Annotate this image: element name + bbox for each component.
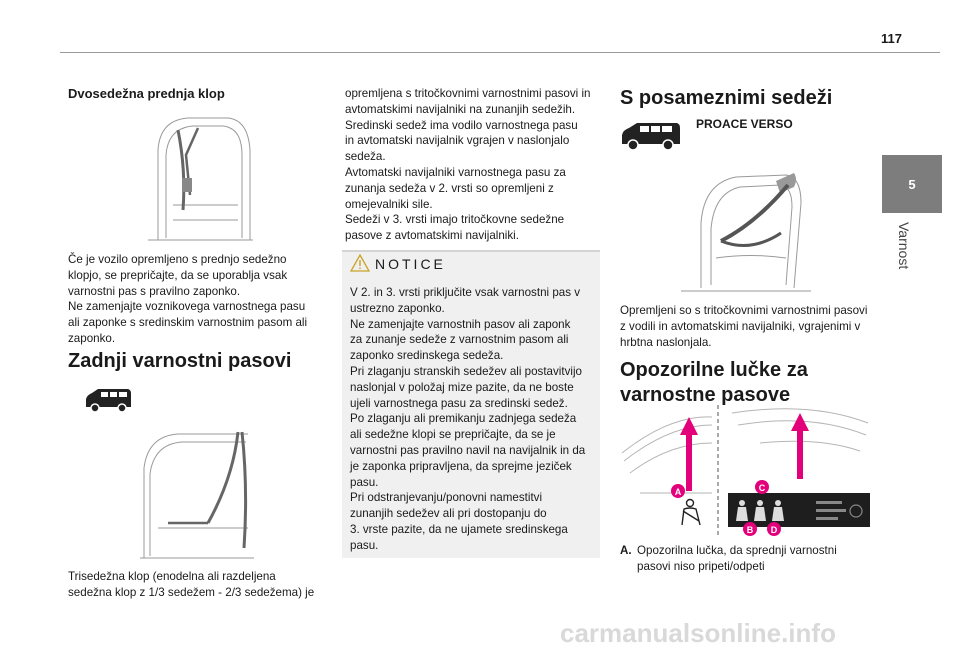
col3-para1-wrap xyxy=(620,303,882,350)
col1-heading1-wrap xyxy=(68,86,225,102)
van-icon-proace xyxy=(620,121,682,151)
col3-vehicle-wrap xyxy=(696,117,793,133)
col3-heading1-wrap xyxy=(620,86,832,111)
rear-bench-text: Trisedežna klop (enodelna ali razdeljena sedežna klop z 1/3 sedežem - 2/3 sedežema) je xyxy=(68,570,315,599)
col1-para1-wrap xyxy=(68,252,328,347)
individual-seats-text: Opremljeni so s tritočkovnimi varnostnimi pasovi z vodili in avtomatskimi navijalniki, vgrajenimi v hrbtna naslonjala. xyxy=(620,304,868,349)
item-a-key: A. xyxy=(620,544,632,557)
section-heading-warning-lamps: Opozorilne lučke za varnostne pasove xyxy=(620,359,808,406)
col1-heading2-wrap xyxy=(68,349,291,374)
callout-b: B xyxy=(746,525,754,535)
chapter-tab[interactable]: 5 xyxy=(882,155,942,213)
notice-text: V 2. in 3. vrsti priključite vsak varnostni pas v ustrezno zaponko. Ne zamenjajte varnostnih pasov ali zaponk za zunanje sedeže z varnostnim pasom ali zaponko sredinskega sedeža. Pri zlaganju stranskih sedežev ali postavitvijo naslonjal v položaj mize pazite, da ne boste ujeli varnostnega pasu za sredinski sedež. Po zlaganju ali premikanju zadnjega sedeža ali sedežne klopi se prepričajte, da se je varnostni pas pravilno navil na navijalnik in da je zaponka pripravljena, da sprejme jeziček pasu. Pri odstranjevanju/ponovni namestitvi zunanjih sedežev ali pri dostopanju do 3. vrste pazite, da ne ujamete sredinskega pasu. xyxy=(350,286,586,552)
chapter-label: Varnost xyxy=(896,222,912,270)
warning-triangle-icon xyxy=(350,254,370,272)
col1-para2-wrap xyxy=(68,569,338,601)
page-number: 117 xyxy=(881,31,902,46)
vehicle-label: PROACE VERSO xyxy=(696,117,793,131)
item-a-key-wrap xyxy=(620,543,632,559)
callout-a: A xyxy=(674,487,682,497)
col2-para1-wrap xyxy=(345,86,605,244)
front-bench-seat-illustration xyxy=(138,110,256,245)
rear-belts-text: opremljena s tritočkovnimi varnostnimi pasovi in avtomatskimi navijalniki na zunanjih sedežih. Sredinski sedež ima vodilo varnostnega pasu in avtomatski navijalnik vgrajen v naslonjalo sedeža. Avtomatski navijalniki varnostnega pasu za zunanja sedeža v 2. vrsti so opremljeni z omejevalniki sile. Sedeži v 3. vrsti imajo tritočkovne sedežne pasove z avtomatskimi navijalniki. xyxy=(345,87,591,243)
header-rule xyxy=(60,52,940,53)
rear-bench-seat-illustration xyxy=(138,428,256,563)
individual-seat-illustration xyxy=(676,163,816,293)
front-bench-text: Če je vozilo opremljeno s prednjo sedežno klopjo, se prepričajte, da se uporablja vsak varnostni pas s pravilno zaponko. Ne zamenjajte voznikovega varnostnega pasu ali zaponke s sredinskim varnostnim pasom ali zaponko. xyxy=(68,253,308,345)
section-heading-individual-seats: S posameznimi sedeži xyxy=(620,87,833,109)
item-a-text-wrap xyxy=(637,543,887,575)
section-heading-front-bench: Dvosedežna prednja klop xyxy=(68,86,225,101)
callout-c: C xyxy=(758,483,766,493)
section-heading-rear-belts: Zadnji varnostni pasovi xyxy=(68,350,292,372)
notice-title: NOTICE xyxy=(375,256,446,272)
col3-heading2-wrap xyxy=(620,358,808,408)
item-a-text: Opozorilna lučka, da sprednji varnostni pasovi niso pripeti/odpeti xyxy=(637,544,837,573)
footer-watermark: carmanualsonline.info xyxy=(560,618,836,648)
van-icon xyxy=(84,387,132,413)
callout-d: D xyxy=(770,525,778,535)
warning-lamps-illustration xyxy=(620,403,876,538)
notice-text-wrap xyxy=(350,285,600,554)
